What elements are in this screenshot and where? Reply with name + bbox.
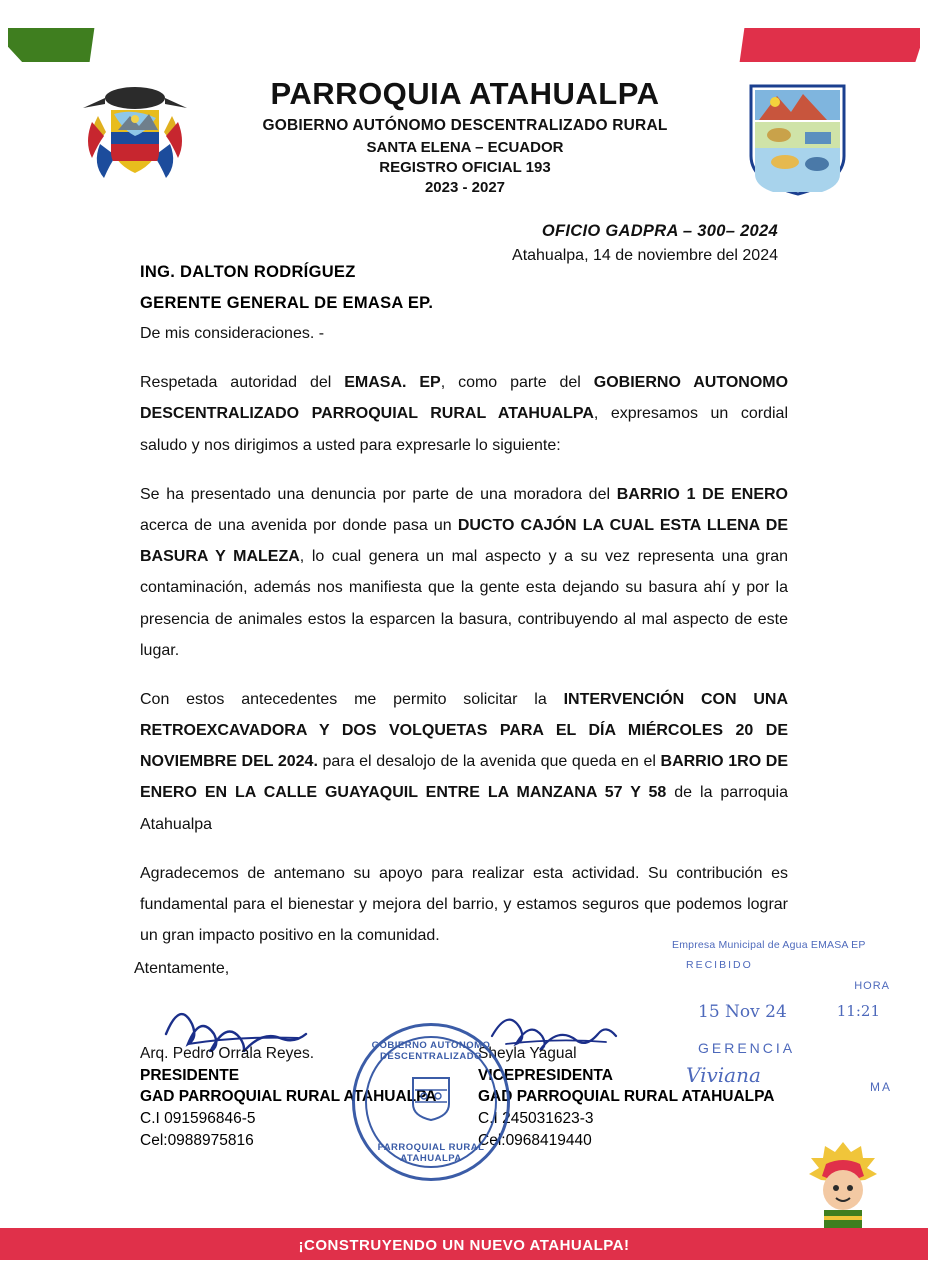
addressee-name: ING. DALTON RODRÍGUEZ bbox=[140, 263, 356, 281]
received-stamp-ma: MA bbox=[870, 1080, 892, 1094]
received-stamp-org: Empresa Municipal de Agua EMASA EP bbox=[672, 939, 866, 951]
addressee-role: GERENTE GENERAL DE EMASA EP. bbox=[140, 294, 434, 312]
letterhead-line-4: 2023 - 2027 bbox=[424, 179, 506, 196]
letterhead-title-block bbox=[200, 76, 730, 196]
signer-org-vicepresident: GAD PARROQUIAL RURAL ATAHUALPA bbox=[478, 1088, 775, 1105]
signer-role-president: PRESIDENTE bbox=[140, 1067, 240, 1084]
closing-text: Atentamente, bbox=[134, 960, 230, 977]
paragraph-4: Agradecemos de antemano su apoyo para realizar esta actividad. Su contribución es fundamental para el bienestar y mejora del barrio, y estamos seguros que podemos lograr un gran impacto positivo en la comunidad. bbox=[140, 864, 788, 945]
received-stamp-date: 15 Nov 24 bbox=[698, 1002, 787, 1022]
oficio-date: Atahualpa, 14 de noviembre del 2024 bbox=[512, 247, 778, 264]
received-stamp-department: GERENCIA bbox=[698, 1040, 796, 1056]
oficio-number: OFICIO GADPRA – 300– 2024 bbox=[541, 222, 778, 240]
paragraph-3: Con estos antecedentes me permito solicitar la INTERVENCIÓN CON UNA RETROEXCAVADORA Y DOS VOLQUETAS PARA EL DÍA MIÉRCOLES 20 DE NOVIEMBRE DEL 2024. para el desalojo de la avenida que queda en el BARRIO 1RO DE ENERO EN LA CALLE GUAYAQUIL ENTRE LA MANZANA 57 Y 58 de la parroquia Atahualpa bbox=[140, 690, 789, 833]
letterhead-line-2: SANTA ELENA – ECUADOR bbox=[366, 139, 564, 156]
received-stamp-time: 11:21 bbox=[836, 1002, 880, 1020]
addressee-block bbox=[140, 263, 780, 313]
coat-of-arms-icon bbox=[78, 74, 193, 199]
top-white-band bbox=[90, 28, 745, 62]
signer-ci-president: C.I 091596846-5 bbox=[140, 1110, 256, 1127]
seal-shield-icon bbox=[411, 1076, 451, 1122]
bottom-white-band bbox=[0, 1260, 928, 1280]
signer-name-president: Arq. Pedro Orrala Reyes. bbox=[140, 1045, 315, 1062]
letterhead-line-1: GOBIERNO AUTÓNOMO DESCENTRALIZADO RURAL bbox=[262, 117, 668, 134]
parish-shield-icon bbox=[745, 80, 850, 198]
letterhead bbox=[0, 66, 928, 216]
signer-cel-president: Cel:0988975816 bbox=[140, 1132, 254, 1149]
paragraph-2: Se ha presentado una denuncia por parte de una moradora del BARRIO 1 DE ENERO acerca de una avenida por donde pasa un DUCTO CAJÓN LA CUAL ESTA LLENA DE BASURA Y MALEZA, lo cual genera un mal aspecto y a su vez representa una gran contaminación, además nos manifiesta que la gente esta dejando su basura ahí y por la presencia de animales estos la esparcen la basura, contribuyendo al mal aspecto de este lugar. bbox=[140, 485, 788, 659]
mascot-icon bbox=[804, 1138, 882, 1230]
seal-bottom-text: PARROQUIAL RURAL ATAHUALPA bbox=[377, 1142, 485, 1164]
paragraph-1: Respetada autoridad del EMASA. EP, como parte del GOBIERNO AUTONOMO DESCENTRALIZADO PARROQUIAL RURAL ATAHUALPA, expresamos un cordial saludo y nos dirigimos a usted para expresarle lo siguiente: bbox=[140, 374, 789, 454]
signer-name-vicepresident: Sheyla Yagual bbox=[478, 1045, 577, 1062]
signer-org-president: GAD PARROQUIAL RURAL ATAHUALPA bbox=[140, 1088, 437, 1105]
signer-cel-vicepresident: Cel:0968419440 bbox=[478, 1132, 592, 1149]
letter-body bbox=[140, 318, 788, 969]
received-stamp bbox=[668, 938, 898, 1153]
footer-slogan: ¡CONSTRUYENDO UN NUEVO ATAHUALPA! bbox=[298, 1236, 630, 1254]
received-stamp-signer: Viviana bbox=[686, 1063, 761, 1087]
page-title: PARROQUIA ATAHUALPA bbox=[270, 76, 660, 111]
signer-ci-vicepresident: C.I 245031623-3 bbox=[478, 1110, 594, 1127]
salutation: De mis consideraciones. - bbox=[140, 325, 325, 342]
received-stamp-hora-label: HORA bbox=[854, 980, 890, 992]
official-seal-stamp bbox=[352, 1023, 510, 1181]
signature-stroke-president bbox=[158, 992, 348, 1052]
letterhead-line-3: REGISTRO OFICIAL 193 bbox=[379, 159, 551, 176]
signer-role-vicepresident: VICEPRESIDENTA bbox=[478, 1067, 613, 1084]
received-stamp-label: RECIBIDO bbox=[686, 959, 753, 971]
seal-top-text: GOBIERNO AUTONOMO DESCENTRALIZADO bbox=[371, 1040, 491, 1062]
